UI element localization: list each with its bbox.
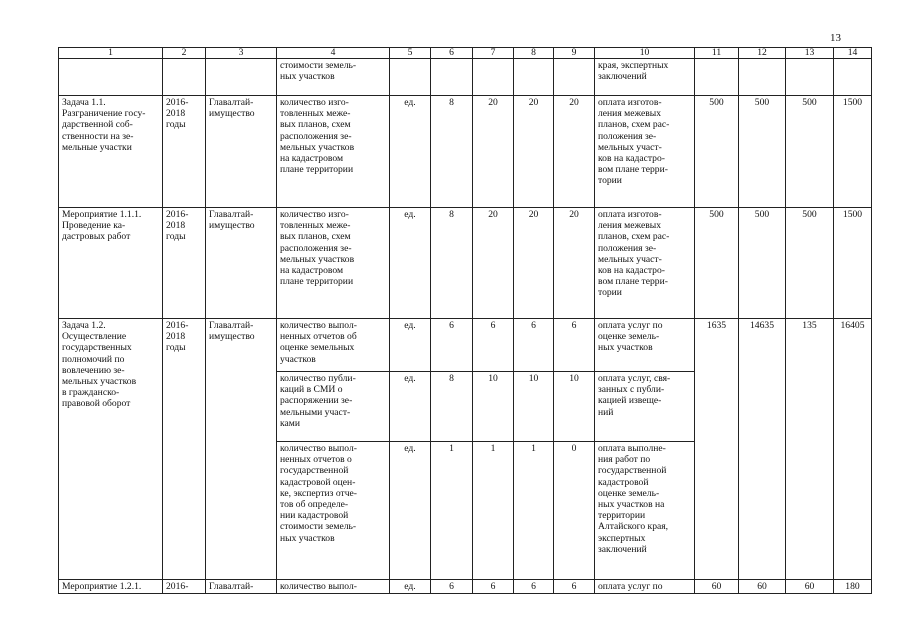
header-cell: 9 xyxy=(554,48,595,59)
indicator-cell: количество выпол- ненных отчетов об оценке земельных участков xyxy=(277,319,390,372)
value-cell: 6 xyxy=(514,580,554,594)
value-cell: 20 xyxy=(554,96,595,208)
header-cell: 3 xyxy=(206,48,277,59)
task-row xyxy=(59,96,872,208)
page-number: 13 xyxy=(830,32,841,44)
funding-cell: 14635 xyxy=(739,319,786,580)
action-cell: оплата выполне- ния работ по государственной кадастровой оценке земель- ных участков на территории Алтайского края, экспертных заключений xyxy=(595,442,695,580)
unit-cell: ед. xyxy=(390,208,431,319)
task-name: Задача 1.1. Разграничение госу- дарственной соб- ственности на зе- мельные участки xyxy=(59,96,163,208)
value-cell: 8 xyxy=(431,208,473,319)
header-cell: 13 xyxy=(786,48,834,59)
value-cell: 1 xyxy=(473,442,514,580)
action-cell: оплата изготов- ления межевых планов, схем рас- положения зе- мельных участ- ков на кадастро- вом плане терри- тории xyxy=(595,96,695,208)
funding-cell: 500 xyxy=(739,208,786,319)
action-cell: оплата услуг по оценке земель- ных участков xyxy=(595,319,695,372)
funding-cell: 500 xyxy=(695,96,739,208)
measure-name: Мероприятие 1.2.1. xyxy=(59,580,163,594)
value-cell: 1 xyxy=(514,442,554,580)
header-row xyxy=(59,48,872,59)
unit-cell: ед. xyxy=(390,372,431,442)
measure-row xyxy=(59,580,872,594)
period-cell: 2016- 2018 годы xyxy=(163,96,206,208)
value-cell: 6 xyxy=(431,580,473,594)
value-cell: 0 xyxy=(554,442,595,580)
action-cell: оплата услуг по xyxy=(595,580,695,594)
value-cell: 10 xyxy=(473,372,514,442)
funding-cell: 60 xyxy=(739,580,786,594)
header-cell: 2 xyxy=(163,48,206,59)
funding-cell: 60 xyxy=(786,580,834,594)
indicator-cell: количество выпол- xyxy=(277,580,390,594)
funding-cell: 1635 xyxy=(695,319,739,580)
indicator-cell: количество публи- каций в СМИ о распоряжении зе- мельными участ- ками xyxy=(277,372,390,442)
action-cell: оплата изготов- ления межевых планов, схем рас- положения зе- мельных участ- ков на кадастро- вом плане терри- тории xyxy=(595,208,695,319)
value-cell: 8 xyxy=(431,372,473,442)
value-cell: 20 xyxy=(554,208,595,319)
executor-cell: Главалтай- xyxy=(206,580,277,594)
header-cell: 1 xyxy=(59,48,163,59)
value-cell: 6 xyxy=(473,580,514,594)
header-cell: 4 xyxy=(277,48,390,59)
funding-cell: 1500 xyxy=(834,208,872,319)
value-cell: 6 xyxy=(514,319,554,372)
indicator-cell: количество выпол- ненных отчетов о государственной кадастровой оцен- ке, экспертиз отче- тов об определе- нии кадастровой стоимости земель- ных участков xyxy=(277,442,390,580)
action-cell: края, экспертных заключений xyxy=(595,59,695,96)
value-cell: 20 xyxy=(514,208,554,319)
unit-cell: ед. xyxy=(390,319,431,372)
funding-cell: 500 xyxy=(786,96,834,208)
header-cell: 6 xyxy=(431,48,473,59)
header-cell: 10 xyxy=(595,48,695,59)
continuation-row xyxy=(59,59,872,96)
unit-cell: ед. xyxy=(390,96,431,208)
value-cell: 8 xyxy=(431,96,473,208)
action-cell: оплата услуг, свя- занных с публи- кацией извеще- ний xyxy=(595,372,695,442)
measure-row xyxy=(59,208,872,319)
value-cell: 20 xyxy=(514,96,554,208)
header-cell: 5 xyxy=(390,48,431,59)
funding-cell: 500 xyxy=(786,208,834,319)
task-name: Задача 1.2. Осуществление государственных полномочий по вовлечению зе- мельных участков в гражданско- правовой оборот xyxy=(59,319,163,580)
header-cell: 14 xyxy=(834,48,872,59)
measure-name: Мероприятие 1.1.1. Проведение ка- дастровых работ xyxy=(59,208,163,319)
program-table xyxy=(58,47,872,594)
value-cell: 6 xyxy=(554,580,595,594)
value-cell: 20 xyxy=(473,208,514,319)
unit-cell: ед. xyxy=(390,442,431,580)
funding-cell: 135 xyxy=(786,319,834,580)
funding-cell: 500 xyxy=(739,96,786,208)
executor-cell: Главалтай- имущество xyxy=(206,319,277,580)
header-cell: 8 xyxy=(514,48,554,59)
task-row xyxy=(59,319,872,372)
value-cell: 6 xyxy=(473,319,514,372)
funding-cell: 16405 xyxy=(834,319,872,580)
value-cell: 20 xyxy=(473,96,514,208)
executor-cell: Главалтай- имущество xyxy=(206,208,277,319)
header-cell: 12 xyxy=(739,48,786,59)
value-cell: 10 xyxy=(554,372,595,442)
indicator-cell: количество изго- товленных меже- вых планов, схем расположения зе- мельных участков на кадастровом плане территории xyxy=(277,96,390,208)
executor-cell: Главалтай- имущество xyxy=(206,96,277,208)
unit-cell: ед. xyxy=(390,580,431,594)
period-cell: 2016- 2018 годы xyxy=(163,319,206,580)
header-cell: 7 xyxy=(473,48,514,59)
indicator-cell: стоимости земель- ных участков xyxy=(277,59,390,96)
funding-cell: 180 xyxy=(834,580,872,594)
funding-cell: 500 xyxy=(695,208,739,319)
funding-cell: 60 xyxy=(695,580,739,594)
indicator-cell: количество изго- товленных меже- вых планов, схем расположения зе- мельных участков на кадастровом плане территории xyxy=(277,208,390,319)
value-cell: 6 xyxy=(431,319,473,372)
funding-cell: 1500 xyxy=(834,96,872,208)
header-cell: 11 xyxy=(695,48,739,59)
period-cell: 2016- xyxy=(163,580,206,594)
value-cell: 6 xyxy=(554,319,595,372)
value-cell: 1 xyxy=(431,442,473,580)
value-cell: 10 xyxy=(514,372,554,442)
period-cell: 2016- 2018 годы xyxy=(163,208,206,319)
